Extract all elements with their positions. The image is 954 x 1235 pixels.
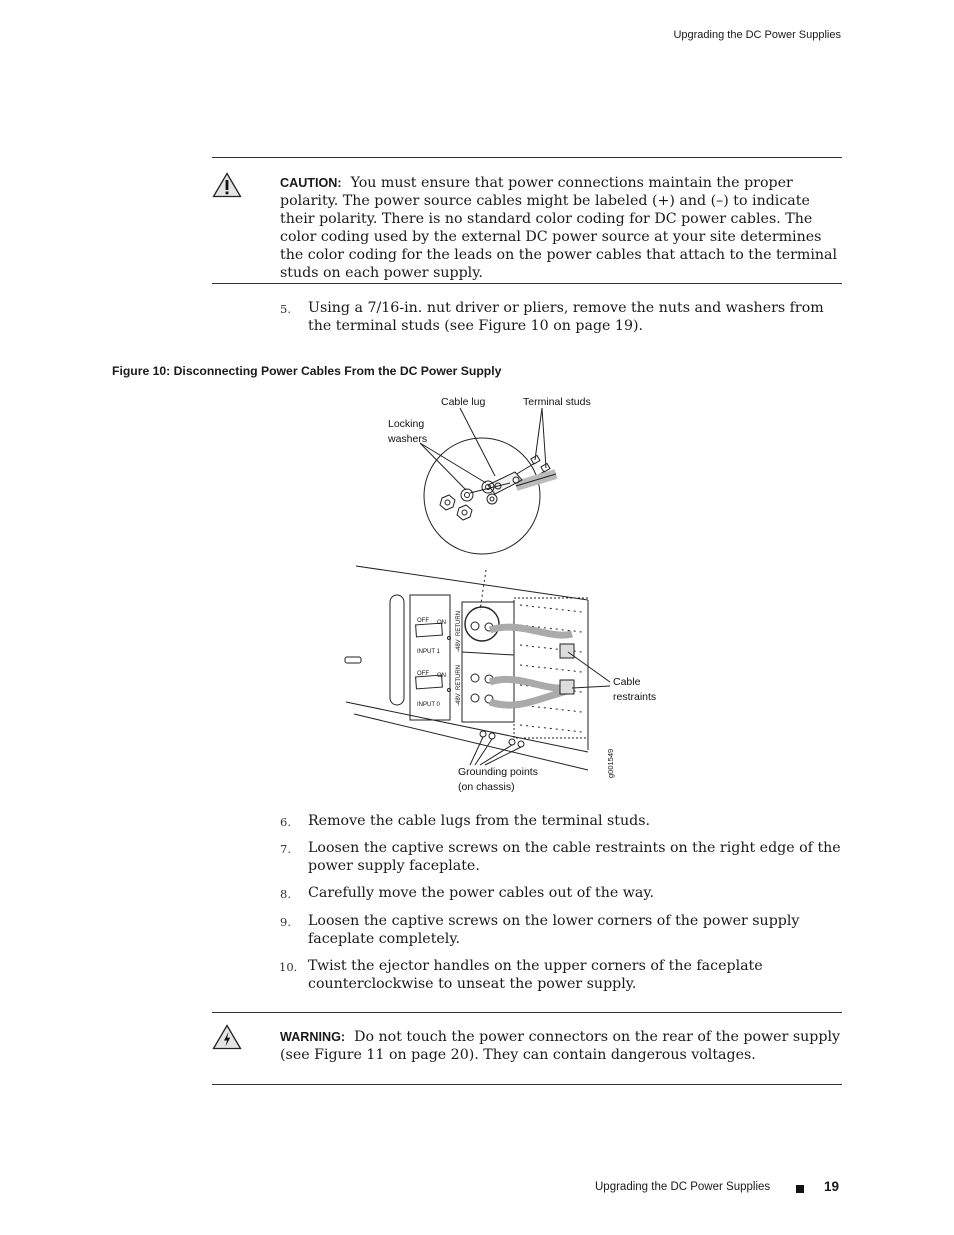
caution-text (280, 174, 842, 282)
dc-power-supply-diagram (320, 390, 657, 802)
label-grounding-points: Grounding points (458, 766, 538, 778)
label-on-1: ON (437, 620, 446, 626)
figure-id: g001549 (606, 748, 615, 778)
exclamation-triangle-icon (212, 172, 242, 198)
detail-origin-circle (465, 607, 499, 641)
warning-text (280, 1028, 842, 1064)
footer-square-bullet-icon (796, 1185, 804, 1193)
step-number: 8. (280, 887, 291, 901)
label-cable-lug: Cable lug (441, 396, 486, 408)
label-on-chassis: (on chassis) (458, 781, 515, 793)
step-number: 5. (280, 302, 291, 316)
step-text: Loosen the captive screws on the cable restraints on the right edge of the power supply faceplate. (308, 840, 841, 874)
label-vertical-0: -48V RETURN (456, 664, 462, 706)
step-text: Carefully move the power cables out of the way. (308, 885, 654, 901)
label-cable: Cable (613, 676, 641, 688)
label-washers: washers (388, 433, 428, 445)
caution-label: CAUTION: (280, 176, 342, 190)
step-text: Twist the ejector handles on the upper corners of the faceplate counterclockwise to unseat the power supply. (308, 958, 763, 992)
label-terminal-studs: Terminal studs (523, 396, 591, 408)
figure-10-illustration (320, 390, 657, 802)
label-restraints: restraints (613, 691, 657, 703)
step-number: 9. (280, 915, 291, 929)
lightning-triangle-icon (212, 1024, 242, 1050)
caution-body: You must ensure that power connections maintain the proper polarity. The power source cables might be labeled (+) and (–) to indicate their polarity. There is no standard color coding for DC power cables. The color coding used by the external DC power source at your site determines the color coding for the leads on the power cables that attach to the terminal studs on each power supply. (280, 175, 838, 281)
label-on-0: ON (437, 673, 446, 679)
caution-bottom-rule (212, 283, 842, 284)
step-number: 10. (279, 960, 298, 974)
warning-bottom-rule (212, 1084, 842, 1085)
warning-top-rule (212, 1012, 842, 1013)
label-off-0: OFF (417, 671, 429, 677)
running-head: Upgrading the DC Power Supplies (673, 29, 841, 41)
page-number: 19 (824, 1179, 840, 1194)
label-vertical-1: -48V RETURN (456, 610, 462, 652)
step-text: Remove the cable lugs from the terminal studs. (308, 813, 651, 829)
footer-title: Upgrading the DC Power Supplies (595, 1181, 771, 1193)
warning-label: WARNING: (280, 1030, 346, 1044)
step-number: 7. (280, 842, 291, 856)
step-number: 6. (280, 815, 291, 829)
label-input-1: INPUT 1 (417, 649, 440, 655)
step-text: Loosen the captive screws on the lower corners of the power supply faceplate completely. (308, 913, 800, 947)
page-footer (595, 1180, 845, 1198)
label-locking: Locking (388, 418, 425, 430)
warning-body: Do not touch the power connectors on the rear of the power supply (see Figure 11 on page 20). They can contain dangerous voltages. (280, 1029, 841, 1063)
figure-caption: Figure 10: Disconnecting Power Cables From the DC Power Supply (112, 364, 502, 378)
label-input-0: INPUT 0 (417, 702, 440, 708)
caution-top-rule (212, 157, 842, 158)
label-off-1: OFF (417, 618, 429, 624)
step-text: Using a 7/16-in. nut driver or pliers, remove the nuts and washers from the terminal studs (see Figure 10 on page 19). (308, 300, 824, 334)
